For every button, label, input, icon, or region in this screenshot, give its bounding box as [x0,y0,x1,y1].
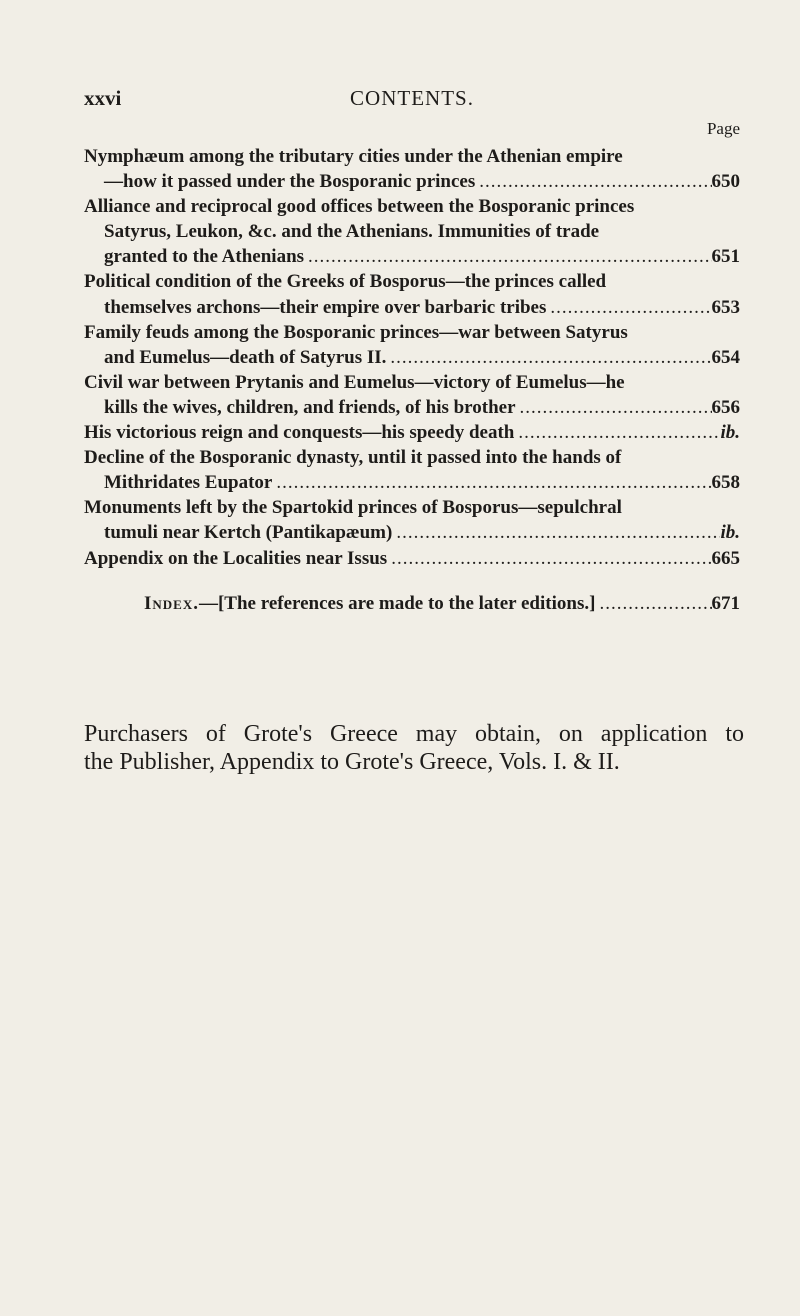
dot-leader [304,244,711,269]
entry-text: tumuli near Kertch (Pantikapæum) [104,522,393,544]
entry-line: Satyrus, Leukon, &c. and the Athenians. Immunities of trade [104,221,600,243]
entry-text: kills the wives, children, and friends, of his brother [104,396,516,418]
entry-text: Appendix on the Localities near Issus [84,547,388,569]
entry-last-line [84,420,740,445]
entry-text: granted to the Athenians [104,246,305,268]
entry-last-line [84,546,740,571]
index-entry [144,593,740,615]
notice-line: the Publisher, Appendix to Grote's Greece, Vols. I. & II. [84,749,620,775]
contents-entry [84,370,740,420]
index-text [144,593,595,615]
contents-entry [84,144,740,194]
entry-line: Decline of the Bosporanic dynasty, until it passed into the hands of [84,447,622,469]
entry-line: Political condition of the Greeks of Bosporus—the princes called [84,271,607,293]
entry-line: Monuments left by the Spartokid princes of Bosporus—sepulchral [84,497,622,519]
entry-text: themselves archons—their empire over barbaric tribes [104,296,547,318]
contents-list [84,144,740,571]
entry-text: Mithridates Eupator [104,472,273,494]
entry-text: —how it passed under the Bosporanic princes [104,171,476,193]
entry-last-line [84,169,740,194]
index-label: Index. [144,593,199,614]
notice-line: Purchasers of Grote's Greece may obtain, on application to [84,721,744,747]
dot-leader [595,593,711,615]
entry-line: Family feuds among the Bosporanic princes—war between Satyrus [84,321,628,343]
contents-entry [84,320,740,370]
page-title: CONTENTS. [350,86,474,110]
entry-page: 658 [711,472,740,494]
contents-entry [84,495,740,545]
dot-leader [387,546,711,571]
entry-page: 665 [711,547,740,569]
running-header [84,86,740,110]
dot-leader [272,470,711,495]
contents-entry [84,420,740,445]
dot-leader [475,169,711,194]
entry-text: His victorious reign and conquests—his speedy death [84,422,515,444]
dot-leader [386,345,711,370]
page-column-label: Page [706,119,740,138]
entry-line: Alliance and reciprocal good offices between the Bosporanic princes [84,196,635,218]
page-number: xxvi [84,86,122,110]
entry-page: 656 [711,396,740,418]
entry-page: 651 [711,246,740,268]
entry-page: 650 [711,171,740,193]
contents-entry [84,269,740,319]
contents-entry [84,445,740,495]
entry-page: ib. [720,422,740,444]
dot-leader [546,295,711,320]
entry-page: ib. [720,522,740,544]
entry-page: 653 [711,296,740,318]
index-description: —[The references are made to the later editions.] [198,593,596,614]
entry-line: Nymphæum among the tributary cities under the Athenian empire [84,146,623,167]
dot-leader [514,420,720,445]
publisher-notice [84,720,744,776]
entry-text: and Eumelus—death of Satyrus II. [104,346,387,368]
entry-last-line [84,395,740,420]
dot-leader [516,395,712,420]
entry-last-line [84,295,740,320]
entry-last-line [84,520,740,545]
index-page: 671 [711,593,740,614]
entry-last-line [84,470,740,495]
entry-last-line [84,244,740,269]
contents-entry [84,546,740,571]
entry-line: Civil war between Prytanis and Eumelus—victory of Eumelus—he [84,371,625,393]
entry-last-line [84,345,740,370]
contents-entry [84,194,740,269]
entry-page: 654 [711,346,740,368]
dot-leader [392,520,720,545]
